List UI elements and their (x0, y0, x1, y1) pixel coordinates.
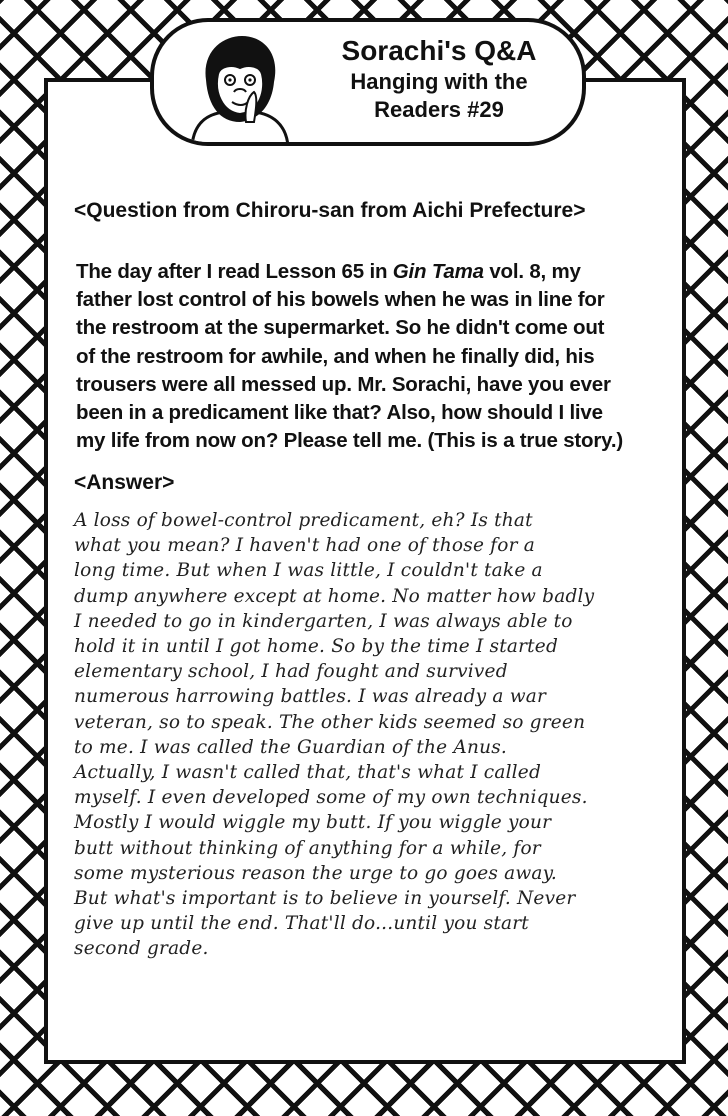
answer-line: veteran, so to speak. The other kids seemed so green (74, 711, 586, 733)
gorilla-mascot-icon (184, 30, 294, 146)
answer-line: what you mean? I haven't had one of those for a (74, 535, 535, 557)
answer-line: to me. I was called the Guardian of the Anus. (74, 736, 507, 758)
answer-body (74, 508, 674, 962)
answer-line: long time. But when I was little, I couldn't take a (74, 560, 543, 582)
answer-line: myself. I even developed some of my own techniques. (74, 787, 588, 809)
page-title: Sorachi's Q&A (341, 35, 537, 66)
question-line: trousers were all messed up. Mr. Sorachi, have you ever (76, 372, 611, 396)
question-line: the restroom at the supermarket. So he didn't come out (76, 316, 605, 340)
page-subtitle-line-1: Hanging with the (350, 69, 528, 94)
question-line-1-start: The day after I read Lesson 65 in (76, 260, 393, 283)
answer-line: Actually, I wasn't called that, that's what I called (74, 762, 541, 784)
question-line: father lost control of his bowels when he was in line for (76, 288, 605, 312)
answer-line: dump anywhere except at home. No matter how badly (74, 585, 595, 607)
question-line (76, 258, 676, 286)
answer-line: butt without thinking of anything for a while, for (74, 837, 541, 859)
answer-line: second grade. (74, 938, 209, 960)
header-title-block (304, 34, 574, 124)
answer-line: A loss of bowel-control predicament, eh? Is that (74, 510, 533, 531)
answer-line: elementary school, I had fought and survived (74, 661, 508, 683)
answer-line: But what's important is to believe in yourself. Never (74, 888, 576, 910)
question-line: my life from now on? Please tell me. (This is a true story.) (76, 429, 623, 453)
question-line: of the restroom for awhile, and when he finally did, his (76, 344, 595, 368)
question-line-1-end: vol. 8, my (483, 260, 581, 283)
question-line: been in a predicament like that? Also, how should I live (76, 401, 603, 425)
answer-line: some mysterious reason the urge to go goes away. (74, 862, 557, 884)
answer-line: hold it in until I got home. So by the time I started (74, 636, 558, 658)
question-body (76, 258, 676, 455)
answer-line: Mostly I would wiggle my butt. If you wiggle your (74, 812, 552, 834)
answer-line: give up until the end. That'll do...until you start (74, 913, 529, 935)
page-subtitle-line-2: Readers #29 (374, 97, 504, 122)
answer-heading: <Answer> (74, 471, 175, 494)
header-banner (150, 18, 586, 146)
answer-line: numerous harrowing battles. I was already a war (74, 686, 546, 708)
question-heading: <Question from Chiroru-san from Aichi Prefecture> (74, 199, 586, 222)
book-title: Gin Tama (392, 260, 484, 283)
answer-line: I needed to go in kindergarten, I was always able to (74, 610, 573, 632)
